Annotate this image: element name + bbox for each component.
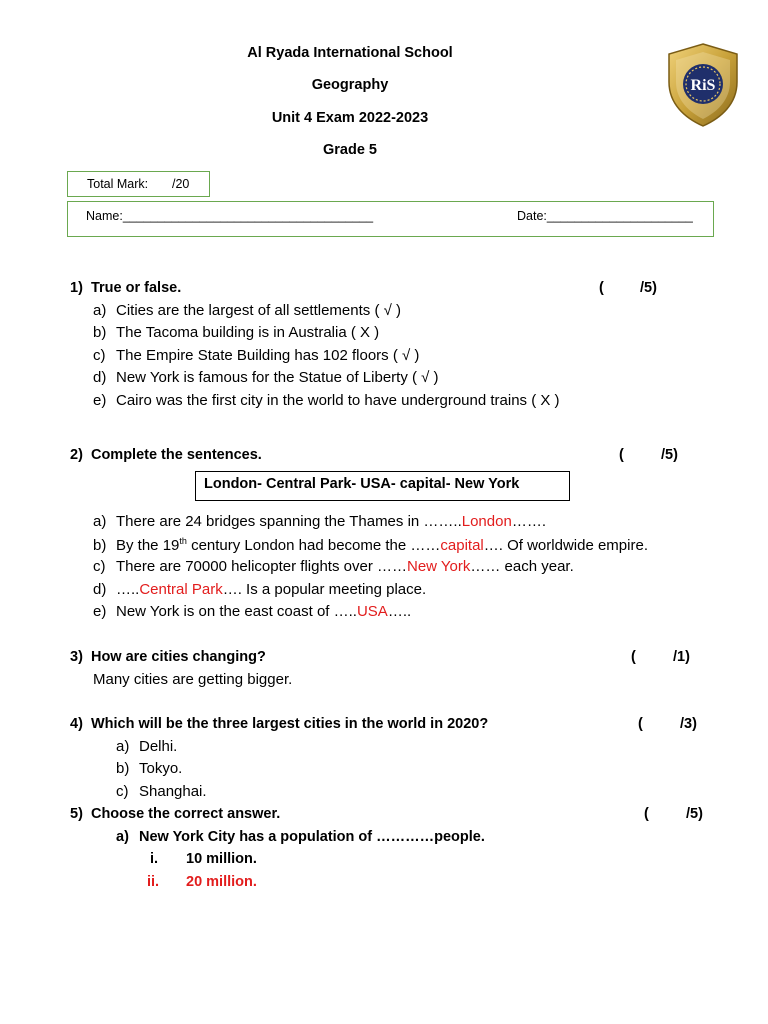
school-logo (665, 42, 741, 128)
list-item: b) Tokyo. (116, 760, 183, 777)
name-field[interactable]: Name:____________________________________ (86, 209, 374, 223)
q5-heading (70, 806, 280, 822)
q5-title: Choose the correct answer. (90, 806, 281, 822)
answer-text: USA (356, 603, 388, 620)
answer-text: capital (440, 537, 484, 554)
list-item: d) …..Central Park…. Is a popular meeting place. (93, 581, 427, 598)
exam-title: Unit 4 Exam 2022-2023 (271, 110, 429, 126)
word-bank-box (195, 471, 570, 501)
option-item[interactable]: i. 10 million. (150, 851, 257, 867)
q5-subquestion: a) New York City has a population of …………people. (116, 829, 485, 845)
q3-heading (70, 649, 266, 665)
list-item: a) Cities are the largest of all settlements ( √ ) (93, 302, 402, 319)
student-info-box (67, 201, 714, 237)
q3-title: How are cities changing? (90, 649, 266, 665)
q1-score-open: ( (599, 280, 604, 296)
q5-score: /5) (686, 806, 703, 822)
grade-title: Grade 5 (323, 142, 377, 158)
list-item: a) There are 24 bridges spanning the Thames in ……..London……. (93, 513, 546, 530)
q3-number: 3) (70, 649, 83, 665)
total-mark-label: Total Mark: (87, 177, 149, 191)
logo-lettering: RiS (690, 77, 716, 94)
q4-number: 4) (70, 716, 83, 732)
list-item: c) Shanghai. (116, 783, 207, 800)
q3-score-open: ( (631, 649, 636, 665)
q4-title: Which will be the three largest cities in the world in 2020? (90, 716, 489, 732)
list-item: b) By the 19th century London had become the ……capital…. Of worldwide empire. (93, 536, 648, 554)
q1-heading (70, 280, 181, 296)
list-item: e) Cairo was the first city in the world to have underground trains ( X ) (93, 392, 560, 409)
list-item: e) New York is on the east coast of …..USA….. (93, 603, 412, 620)
total-mark-box (67, 171, 210, 197)
q2-number: 2) (70, 447, 83, 463)
list-item: c) The Empire State Building has 102 floors ( √ ) (93, 347, 420, 364)
q2-title: Complete the sentences. (90, 447, 262, 463)
word-bank: London- Central Park- USA- capital- New York (204, 476, 520, 492)
total-mark-value: /20 (172, 177, 190, 191)
q2-score-open: ( (619, 447, 624, 463)
answer-text: London (461, 513, 512, 530)
list-item: d) New York is famous for the Statue of Liberty ( √ ) (93, 369, 439, 386)
q4-score-open: ( (638, 716, 643, 732)
q4-heading (70, 716, 488, 732)
list-item: b) The Tacoma building is in Australia ( X ) (93, 324, 380, 341)
answer-text: Central Park (139, 581, 223, 598)
list-item: a) Delhi. (116, 738, 178, 755)
q3-score: /1) (673, 649, 690, 665)
q5-score-open: ( (644, 806, 649, 822)
q1-title: True or false. (90, 280, 182, 296)
q3-answer: Many cities are getting bigger. (93, 671, 293, 688)
q1-number: 1) (70, 280, 83, 296)
q4-score: /3) (680, 716, 697, 732)
q1-score: /5) (640, 280, 657, 296)
date-field[interactable]: Date:_____________________ (517, 209, 693, 223)
list-item: c) There are 70000 helicopter flights over ……New York…… each year. (93, 558, 574, 575)
option-item-selected[interactable]: ii. 20 million. (147, 874, 257, 890)
q2-heading (70, 447, 262, 463)
subject-title: Geography (311, 77, 389, 93)
answer-text: New York (406, 558, 471, 575)
q2-score: /5) (661, 447, 678, 463)
q5-number: 5) (70, 806, 83, 822)
school-name: Al Ryada International School (247, 45, 453, 61)
